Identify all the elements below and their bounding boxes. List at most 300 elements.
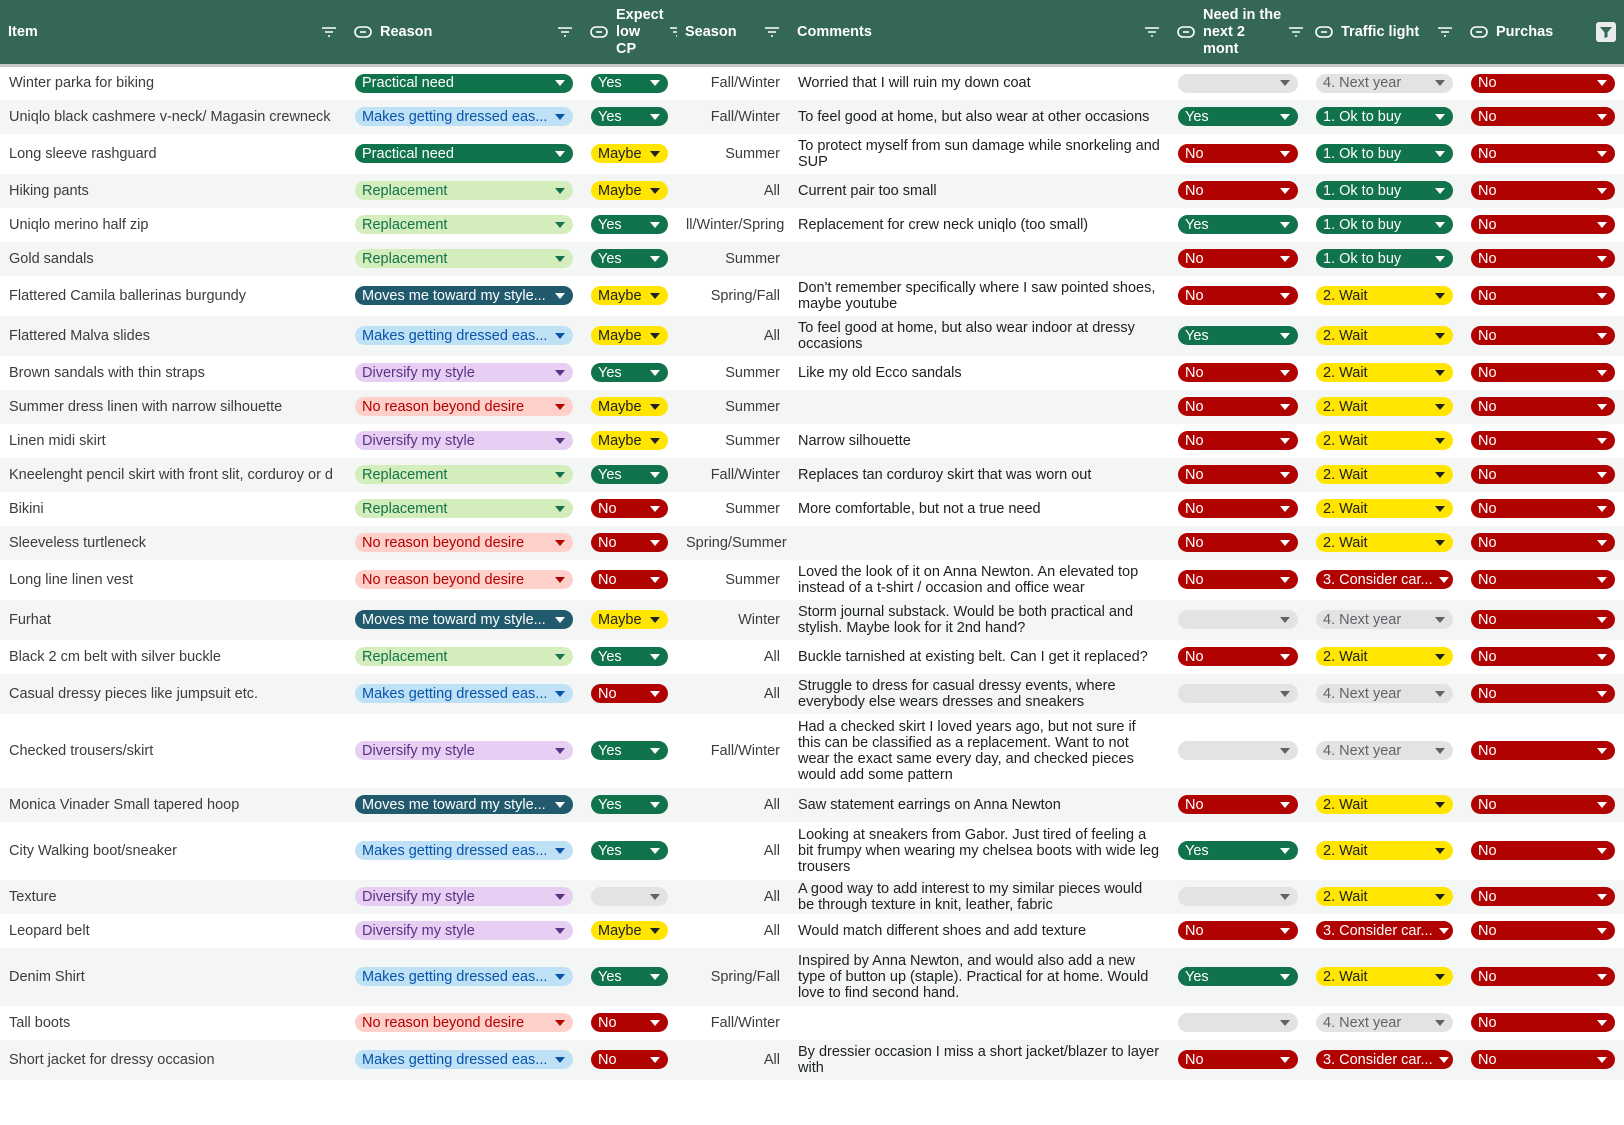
cell-reason[interactable] <box>346 600 582 640</box>
cell-item[interactable] <box>0 526 346 560</box>
traffic-dropdown-chip[interactable] <box>1316 465 1453 484</box>
purchase-dropdown-chip[interactable] <box>1471 286 1615 305</box>
need-dropdown-chip[interactable] <box>1178 397 1298 416</box>
cell-purchase[interactable] <box>1462 822 1624 880</box>
need-dropdown-chip[interactable] <box>1178 795 1298 814</box>
table-row[interactable] <box>0 242 1624 276</box>
cell-expect[interactable] <box>582 1040 677 1080</box>
need-dropdown-chip[interactable] <box>1178 465 1298 484</box>
cell-item[interactable] <box>0 492 346 526</box>
cell-season[interactable] <box>677 458 789 492</box>
cell-expect[interactable] <box>582 316 677 356</box>
cell-comment[interactable] <box>789 1040 1169 1080</box>
reason-dropdown-chip[interactable] <box>355 465 573 484</box>
cell-traffic[interactable] <box>1307 174 1462 208</box>
cell-purchase[interactable] <box>1462 788 1624 822</box>
cell-traffic[interactable] <box>1307 1040 1462 1080</box>
need-dropdown-chip[interactable] <box>1178 887 1298 906</box>
cell-item[interactable] <box>0 134 346 174</box>
cell-expect[interactable] <box>582 66 677 100</box>
cell-reason[interactable] <box>346 316 582 356</box>
cell-purchase[interactable] <box>1462 674 1624 714</box>
traffic-dropdown-chip[interactable] <box>1316 1013 1453 1032</box>
cell-reason[interactable] <box>346 390 582 424</box>
cell-reason[interactable] <box>346 1040 582 1080</box>
cell-expect[interactable] <box>582 242 677 276</box>
expect-dropdown-chip[interactable] <box>591 107 668 126</box>
cell-season[interactable] <box>677 100 789 134</box>
cell-traffic[interactable] <box>1307 1006 1462 1040</box>
cell-comment[interactable] <box>789 316 1169 356</box>
need-dropdown-chip[interactable] <box>1178 326 1298 345</box>
need-dropdown-chip[interactable] <box>1178 841 1298 860</box>
cell-purchase[interactable] <box>1462 208 1624 242</box>
cell-item[interactable] <box>0 822 346 880</box>
cell-need[interactable] <box>1169 822 1307 880</box>
purchase-dropdown-chip[interactable] <box>1471 610 1615 629</box>
expect-dropdown-chip[interactable] <box>591 795 668 814</box>
cell-purchase[interactable] <box>1462 560 1624 600</box>
traffic-dropdown-chip[interactable] <box>1316 741 1453 760</box>
cell-need[interactable] <box>1169 356 1307 390</box>
need-dropdown-chip[interactable] <box>1178 286 1298 305</box>
cell-reason[interactable] <box>346 242 582 276</box>
cell-season[interactable] <box>677 600 789 640</box>
expect-dropdown-chip[interactable] <box>591 533 668 552</box>
traffic-dropdown-chip[interactable] <box>1316 684 1453 703</box>
purchase-dropdown-chip[interactable] <box>1471 647 1615 666</box>
traffic-dropdown-chip[interactable] <box>1316 647 1453 666</box>
cell-need[interactable] <box>1169 880 1307 914</box>
purchase-dropdown-chip[interactable] <box>1471 363 1615 382</box>
need-dropdown-chip[interactable] <box>1178 363 1298 382</box>
cell-purchase[interactable] <box>1462 242 1624 276</box>
cell-item[interactable] <box>0 1040 346 1080</box>
cell-season[interactable] <box>677 880 789 914</box>
cell-comment[interactable] <box>789 822 1169 880</box>
reason-dropdown-chip[interactable] <box>355 610 573 629</box>
traffic-dropdown-chip[interactable] <box>1316 570 1453 589</box>
cell-comment[interactable] <box>789 424 1169 458</box>
cell-comment[interactable] <box>789 174 1169 208</box>
cell-comment[interactable] <box>789 674 1169 714</box>
table-row[interactable] <box>0 788 1624 822</box>
table-row[interactable] <box>0 390 1624 424</box>
column-header-traffic[interactable] <box>1307 0 1462 66</box>
table-row[interactable] <box>0 1006 1624 1040</box>
cell-expect[interactable] <box>582 674 677 714</box>
traffic-dropdown-chip[interactable] <box>1316 397 1453 416</box>
cell-traffic[interactable] <box>1307 424 1462 458</box>
expect-dropdown-chip[interactable] <box>591 363 668 382</box>
purchase-dropdown-chip[interactable] <box>1471 215 1615 234</box>
filter-icon[interactable] <box>1436 25 1454 39</box>
traffic-dropdown-chip[interactable] <box>1316 107 1453 126</box>
cell-comment[interactable] <box>789 640 1169 674</box>
traffic-dropdown-chip[interactable] <box>1316 533 1453 552</box>
expect-dropdown-chip[interactable] <box>591 397 668 416</box>
table-row[interactable] <box>0 316 1624 356</box>
reason-dropdown-chip[interactable] <box>355 107 573 126</box>
purchase-dropdown-chip[interactable] <box>1471 1050 1615 1069</box>
cell-comment[interactable] <box>789 134 1169 174</box>
purchase-dropdown-chip[interactable] <box>1471 570 1615 589</box>
cell-traffic[interactable] <box>1307 600 1462 640</box>
cell-reason[interactable] <box>346 276 582 316</box>
need-dropdown-chip[interactable] <box>1178 107 1298 126</box>
expect-dropdown-chip[interactable] <box>591 74 668 93</box>
cell-reason[interactable] <box>346 356 582 390</box>
cell-season[interactable] <box>677 788 789 822</box>
cell-reason[interactable] <box>346 100 582 134</box>
cell-traffic[interactable] <box>1307 788 1462 822</box>
cell-season[interactable] <box>677 66 789 100</box>
cell-purchase[interactable] <box>1462 174 1624 208</box>
table-row[interactable] <box>0 914 1624 948</box>
cell-item[interactable] <box>0 390 346 424</box>
cell-traffic[interactable] <box>1307 100 1462 134</box>
cell-reason[interactable] <box>346 458 582 492</box>
expect-dropdown-chip[interactable] <box>591 181 668 200</box>
cell-traffic[interactable] <box>1307 560 1462 600</box>
purchase-dropdown-chip[interactable] <box>1471 533 1615 552</box>
table-row[interactable] <box>0 276 1624 316</box>
cell-need[interactable] <box>1169 458 1307 492</box>
table-row[interactable] <box>0 640 1624 674</box>
traffic-dropdown-chip[interactable] <box>1316 249 1453 268</box>
traffic-dropdown-chip[interactable] <box>1316 795 1453 814</box>
cell-season[interactable] <box>677 1006 789 1040</box>
filter-icon[interactable] <box>556 25 574 39</box>
reason-dropdown-chip[interactable] <box>355 570 573 589</box>
reason-dropdown-chip[interactable] <box>355 363 573 382</box>
cell-comment[interactable] <box>789 880 1169 914</box>
reason-dropdown-chip[interactable] <box>355 215 573 234</box>
cell-expect[interactable] <box>582 948 677 1006</box>
cell-comment[interactable] <box>789 66 1169 100</box>
cell-item[interactable] <box>0 560 346 600</box>
column-header-need[interactable] <box>1169 0 1307 66</box>
cell-purchase[interactable] <box>1462 100 1624 134</box>
cell-season[interactable] <box>677 640 789 674</box>
cell-comment[interactable] <box>789 208 1169 242</box>
cell-comment[interactable] <box>789 458 1169 492</box>
cell-item[interactable] <box>0 640 346 674</box>
cell-season[interactable] <box>677 390 789 424</box>
need-dropdown-chip[interactable] <box>1178 570 1298 589</box>
expect-dropdown-chip[interactable] <box>591 215 668 234</box>
expect-dropdown-chip[interactable] <box>591 967 668 986</box>
table-row[interactable] <box>0 208 1624 242</box>
cell-traffic[interactable] <box>1307 492 1462 526</box>
cell-season[interactable] <box>677 134 789 174</box>
cell-reason[interactable] <box>346 640 582 674</box>
cell-purchase[interactable] <box>1462 390 1624 424</box>
cell-traffic[interactable] <box>1307 134 1462 174</box>
cell-reason[interactable] <box>346 492 582 526</box>
table-row[interactable] <box>0 880 1624 914</box>
cell-need[interactable] <box>1169 788 1307 822</box>
cell-purchase[interactable] <box>1462 458 1624 492</box>
cell-need[interactable] <box>1169 914 1307 948</box>
table-row[interactable] <box>0 1040 1624 1080</box>
expect-dropdown-chip[interactable] <box>591 144 668 163</box>
cell-expect[interactable] <box>582 914 677 948</box>
cell-comment[interactable] <box>789 788 1169 822</box>
purchase-dropdown-chip[interactable] <box>1471 684 1615 703</box>
filter-icon[interactable] <box>1287 25 1305 39</box>
traffic-dropdown-chip[interactable] <box>1316 921 1453 940</box>
cell-comment[interactable] <box>789 356 1169 390</box>
cell-expect[interactable] <box>582 458 677 492</box>
purchase-dropdown-chip[interactable] <box>1471 741 1615 760</box>
reason-dropdown-chip[interactable] <box>355 647 573 666</box>
cell-traffic[interactable] <box>1307 640 1462 674</box>
cell-comment[interactable] <box>789 714 1169 788</box>
expect-dropdown-chip[interactable] <box>591 431 668 450</box>
cell-comment[interactable] <box>789 276 1169 316</box>
expect-dropdown-chip[interactable] <box>591 326 668 345</box>
cell-item[interactable] <box>0 100 346 134</box>
cell-traffic[interactable] <box>1307 714 1462 788</box>
cell-purchase[interactable] <box>1462 600 1624 640</box>
purchase-dropdown-chip[interactable] <box>1471 397 1615 416</box>
cell-item[interactable] <box>0 242 346 276</box>
cell-item[interactable] <box>0 914 346 948</box>
table-row[interactable] <box>0 356 1624 390</box>
column-header-reason[interactable] <box>346 0 582 66</box>
table-row[interactable] <box>0 66 1624 100</box>
cell-season[interactable] <box>677 1040 789 1080</box>
traffic-dropdown-chip[interactable] <box>1316 144 1453 163</box>
reason-dropdown-chip[interactable] <box>355 967 573 986</box>
cell-reason[interactable] <box>346 880 582 914</box>
cell-season[interactable] <box>677 914 789 948</box>
purchase-dropdown-chip[interactable] <box>1471 887 1615 906</box>
table-row[interactable] <box>0 134 1624 174</box>
reason-dropdown-chip[interactable] <box>355 286 573 305</box>
cell-purchase[interactable] <box>1462 714 1624 788</box>
cell-purchase[interactable] <box>1462 424 1624 458</box>
cell-season[interactable] <box>677 316 789 356</box>
purchase-dropdown-chip[interactable] <box>1471 795 1615 814</box>
cell-item[interactable] <box>0 208 346 242</box>
cell-traffic[interactable] <box>1307 948 1462 1006</box>
column-header-item[interactable] <box>0 0 346 66</box>
cell-need[interactable] <box>1169 208 1307 242</box>
table-row[interactable] <box>0 174 1624 208</box>
expect-dropdown-chip[interactable] <box>591 286 668 305</box>
cell-reason[interactable] <box>346 560 582 600</box>
need-dropdown-chip[interactable] <box>1178 610 1298 629</box>
cell-item[interactable] <box>0 880 346 914</box>
traffic-dropdown-chip[interactable] <box>1316 499 1453 518</box>
cell-reason[interactable] <box>346 208 582 242</box>
cell-expect[interactable] <box>582 208 677 242</box>
cell-item[interactable] <box>0 948 346 1006</box>
expect-dropdown-chip[interactable] <box>591 499 668 518</box>
cell-purchase[interactable] <box>1462 134 1624 174</box>
purchase-dropdown-chip[interactable] <box>1471 841 1615 860</box>
cell-need[interactable] <box>1169 174 1307 208</box>
expect-dropdown-chip[interactable] <box>591 647 668 666</box>
need-dropdown-chip[interactable] <box>1178 921 1298 940</box>
purchase-dropdown-chip[interactable] <box>1471 74 1615 93</box>
cell-expect[interactable] <box>582 356 677 390</box>
cell-comment[interactable] <box>789 600 1169 640</box>
cell-comment[interactable] <box>789 492 1169 526</box>
cell-expect[interactable] <box>582 880 677 914</box>
cell-need[interactable] <box>1169 1040 1307 1080</box>
table-row[interactable] <box>0 714 1624 788</box>
expect-dropdown-chip[interactable] <box>591 1013 668 1032</box>
cell-season[interactable] <box>677 174 789 208</box>
table-row[interactable] <box>0 822 1624 880</box>
cell-need[interactable] <box>1169 492 1307 526</box>
table-row[interactable] <box>0 674 1624 714</box>
reason-dropdown-chip[interactable] <box>355 1050 573 1069</box>
table-row[interactable] <box>0 492 1624 526</box>
traffic-dropdown-chip[interactable] <box>1316 74 1453 93</box>
column-header-season[interactable] <box>677 0 789 66</box>
reason-dropdown-chip[interactable] <box>355 499 573 518</box>
cell-expect[interactable] <box>582 492 677 526</box>
cell-purchase[interactable] <box>1462 526 1624 560</box>
cell-need[interactable] <box>1169 390 1307 424</box>
cell-purchase[interactable] <box>1462 948 1624 1006</box>
expect-dropdown-chip[interactable] <box>591 570 668 589</box>
cell-reason[interactable] <box>346 822 582 880</box>
reason-dropdown-chip[interactable] <box>355 431 573 450</box>
cell-need[interactable] <box>1169 100 1307 134</box>
need-dropdown-chip[interactable] <box>1178 499 1298 518</box>
reason-dropdown-chip[interactable] <box>355 144 573 163</box>
cell-item[interactable] <box>0 788 346 822</box>
table-row[interactable] <box>0 948 1624 1006</box>
table-row[interactable] <box>0 458 1624 492</box>
cell-need[interactable] <box>1169 714 1307 788</box>
reason-dropdown-chip[interactable] <box>355 887 573 906</box>
cell-traffic[interactable] <box>1307 390 1462 424</box>
cell-purchase[interactable] <box>1462 66 1624 100</box>
cell-traffic[interactable] <box>1307 458 1462 492</box>
cell-need[interactable] <box>1169 1006 1307 1040</box>
reason-dropdown-chip[interactable] <box>355 74 573 93</box>
need-dropdown-chip[interactable] <box>1178 684 1298 703</box>
purchase-dropdown-chip[interactable] <box>1471 465 1615 484</box>
cell-item[interactable] <box>0 66 346 100</box>
cell-need[interactable] <box>1169 600 1307 640</box>
expect-dropdown-chip[interactable] <box>591 684 668 703</box>
need-dropdown-chip[interactable] <box>1178 533 1298 552</box>
cell-traffic[interactable] <box>1307 526 1462 560</box>
cell-traffic[interactable] <box>1307 208 1462 242</box>
cell-need[interactable] <box>1169 316 1307 356</box>
cell-season[interactable] <box>677 242 789 276</box>
traffic-dropdown-chip[interactable] <box>1316 363 1453 382</box>
filter-icon[interactable] <box>1143 25 1161 39</box>
cell-purchase[interactable] <box>1462 880 1624 914</box>
cell-need[interactable] <box>1169 526 1307 560</box>
reason-dropdown-chip[interactable] <box>355 249 573 268</box>
cell-traffic[interactable] <box>1307 66 1462 100</box>
cell-season[interactable] <box>677 356 789 390</box>
purchase-dropdown-chip[interactable] <box>1471 326 1615 345</box>
traffic-dropdown-chip[interactable] <box>1316 181 1453 200</box>
cell-comment[interactable] <box>789 948 1169 1006</box>
column-header-purchase[interactable] <box>1462 0 1624 66</box>
reason-dropdown-chip[interactable] <box>355 533 573 552</box>
cell-expect[interactable] <box>582 640 677 674</box>
cell-reason[interactable] <box>346 424 582 458</box>
traffic-dropdown-chip[interactable] <box>1316 215 1453 234</box>
table-row[interactable] <box>0 600 1624 640</box>
cell-expect[interactable] <box>582 788 677 822</box>
cell-purchase[interactable] <box>1462 492 1624 526</box>
cell-expect[interactable] <box>582 1006 677 1040</box>
cell-traffic[interactable] <box>1307 880 1462 914</box>
cell-purchase[interactable] <box>1462 356 1624 390</box>
active-filter-icon[interactable] <box>1596 22 1616 42</box>
purchase-dropdown-chip[interactable] <box>1471 144 1615 163</box>
cell-expect[interactable] <box>582 174 677 208</box>
cell-comment[interactable] <box>789 100 1169 134</box>
expect-dropdown-chip[interactable] <box>591 921 668 940</box>
cell-purchase[interactable] <box>1462 1006 1624 1040</box>
cell-item[interactable] <box>0 174 346 208</box>
cell-item[interactable] <box>0 714 346 788</box>
need-dropdown-chip[interactable] <box>1178 74 1298 93</box>
need-dropdown-chip[interactable] <box>1178 741 1298 760</box>
traffic-dropdown-chip[interactable] <box>1316 326 1453 345</box>
cell-expect[interactable] <box>582 714 677 788</box>
cell-reason[interactable] <box>346 134 582 174</box>
cell-season[interactable] <box>677 674 789 714</box>
need-dropdown-chip[interactable] <box>1178 144 1298 163</box>
filter-icon[interactable] <box>763 25 781 39</box>
purchase-dropdown-chip[interactable] <box>1471 967 1615 986</box>
need-dropdown-chip[interactable] <box>1178 181 1298 200</box>
expect-dropdown-chip[interactable] <box>591 610 668 629</box>
table-row[interactable] <box>0 100 1624 134</box>
cell-need[interactable] <box>1169 560 1307 600</box>
reason-dropdown-chip[interactable] <box>355 921 573 940</box>
need-dropdown-chip[interactable] <box>1178 967 1298 986</box>
reason-dropdown-chip[interactable] <box>355 181 573 200</box>
cell-purchase[interactable] <box>1462 276 1624 316</box>
need-dropdown-chip[interactable] <box>1178 249 1298 268</box>
cell-season[interactable] <box>677 208 789 242</box>
cell-purchase[interactable] <box>1462 1040 1624 1080</box>
cell-need[interactable] <box>1169 424 1307 458</box>
need-dropdown-chip[interactable] <box>1178 215 1298 234</box>
cell-expect[interactable] <box>582 276 677 316</box>
need-dropdown-chip[interactable] <box>1178 1050 1298 1069</box>
cell-expect[interactable] <box>582 600 677 640</box>
cell-item[interactable] <box>0 424 346 458</box>
filter-icon[interactable] <box>320 25 338 39</box>
table-row[interactable] <box>0 526 1624 560</box>
cell-item[interactable] <box>0 356 346 390</box>
cell-traffic[interactable] <box>1307 914 1462 948</box>
cell-reason[interactable] <box>346 788 582 822</box>
cell-comment[interactable] <box>789 526 1169 560</box>
cell-traffic[interactable] <box>1307 316 1462 356</box>
cell-traffic[interactable] <box>1307 674 1462 714</box>
cell-season[interactable] <box>677 276 789 316</box>
cell-item[interactable] <box>0 674 346 714</box>
cell-need[interactable] <box>1169 242 1307 276</box>
